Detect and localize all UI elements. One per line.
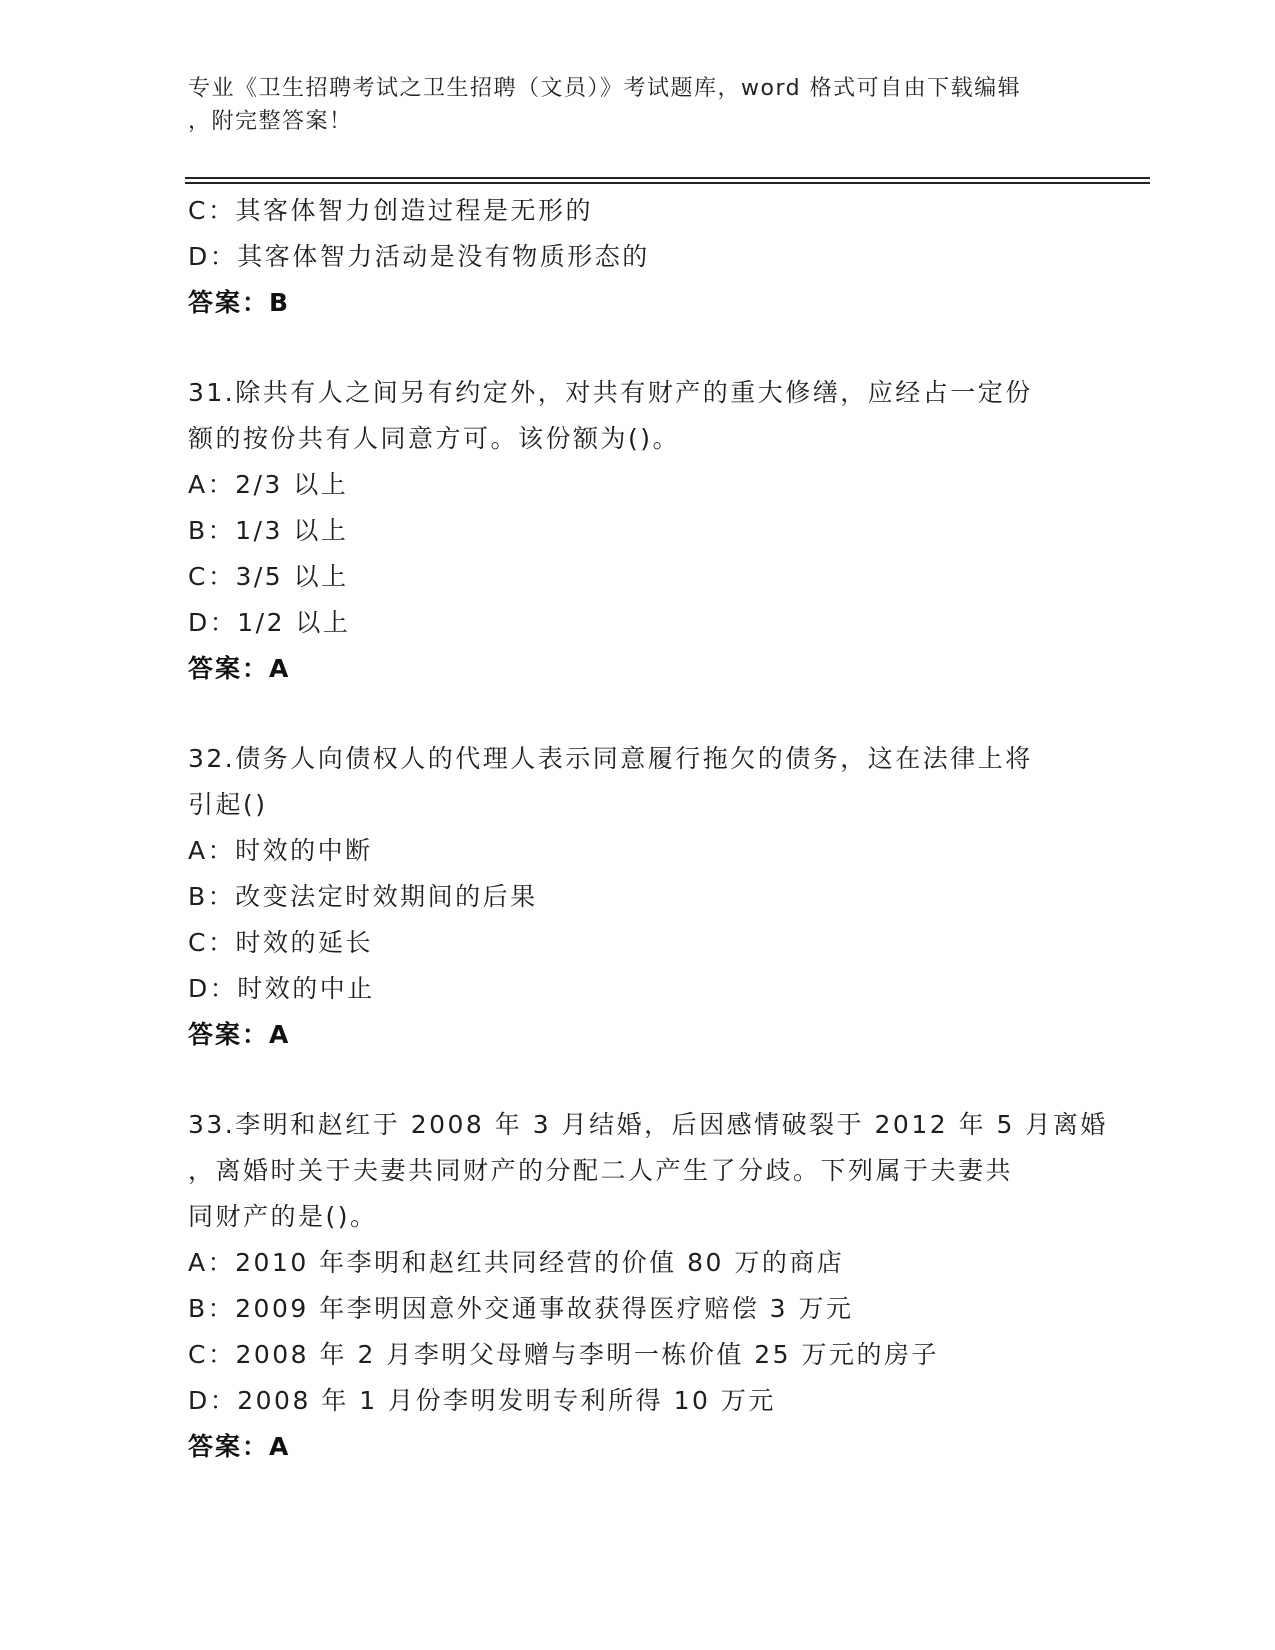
answer-line: 答案：A bbox=[188, 1020, 291, 1049]
question-block bbox=[188, 1102, 1108, 1470]
question-text: 33.李明和赵红于 2008 年 3 月结婚，后因感情破裂于 2012 年 5 月离婚 bbox=[188, 1110, 1108, 1139]
question-text: 同财产的是()。 bbox=[188, 1202, 378, 1231]
option-c: C：其客体智力创造过程是无形的 bbox=[188, 196, 593, 225]
option-c: C：3/5 以上 bbox=[188, 562, 349, 591]
header-divider-top bbox=[185, 177, 1150, 179]
option-c: C：2008 年 2 月李明父母赠与李明一栋价值 25 万元的房子 bbox=[188, 1340, 940, 1369]
page-header bbox=[188, 72, 1078, 138]
option-d: D：2008 年 1 月份李明发明专利所得 10 万元 bbox=[188, 1386, 776, 1415]
option-d: D：其客体智力活动是没有物质形态的 bbox=[188, 242, 650, 271]
option-a: A：时效的中断 bbox=[188, 836, 373, 865]
question-text: 引起() bbox=[188, 790, 268, 819]
question-block bbox=[188, 736, 1088, 1058]
header-divider-bottom bbox=[185, 182, 1150, 184]
question-text: 额的按份共有人同意方可。该份额为()。 bbox=[188, 424, 681, 453]
question-text: 32.债务人向债权人的代理人表示同意履行拖欠的债务，这在法律上将 bbox=[188, 744, 1033, 773]
option-b: B：改变法定时效期间的后果 bbox=[188, 882, 538, 911]
spacer bbox=[188, 692, 1088, 736]
option-a: A：2/3 以上 bbox=[188, 470, 349, 499]
option-b: B：2009 年李明因意外交通事故获得医疗赔偿 3 万元 bbox=[188, 1294, 854, 1323]
spacer bbox=[188, 326, 1088, 370]
option-d: D：1/2 以上 bbox=[188, 608, 351, 637]
question-text: ，离婚时关于夫妻共同财产的分配二人产生了分歧。下列属于夫妻共 bbox=[188, 1156, 1014, 1185]
header-line-1: 专业《卫生招聘考试之卫生招聘（文员）》考试题库，word 格式可自由下载编辑 bbox=[188, 76, 1022, 101]
option-b: B：1/3 以上 bbox=[188, 516, 349, 545]
spacer bbox=[188, 1058, 1088, 1102]
answer-line: 答案：B bbox=[188, 288, 291, 317]
question-block bbox=[188, 188, 1088, 326]
option-d: D：时效的中止 bbox=[188, 974, 375, 1003]
question-text: 31.除共有人之间另有约定外，对共有财产的重大修缮，应经占一定份 bbox=[188, 378, 1033, 407]
option-a: A：2010 年李明和赵红共同经营的价值 80 万的商店 bbox=[188, 1248, 845, 1277]
answer-line: 答案：A bbox=[188, 654, 291, 683]
question-list bbox=[188, 188, 1108, 1470]
question-block bbox=[188, 370, 1088, 692]
header-line-2: ，附完整答案！ bbox=[188, 109, 353, 134]
option-c: C：时效的延长 bbox=[188, 928, 373, 957]
answer-line: 答案：A bbox=[188, 1432, 291, 1461]
